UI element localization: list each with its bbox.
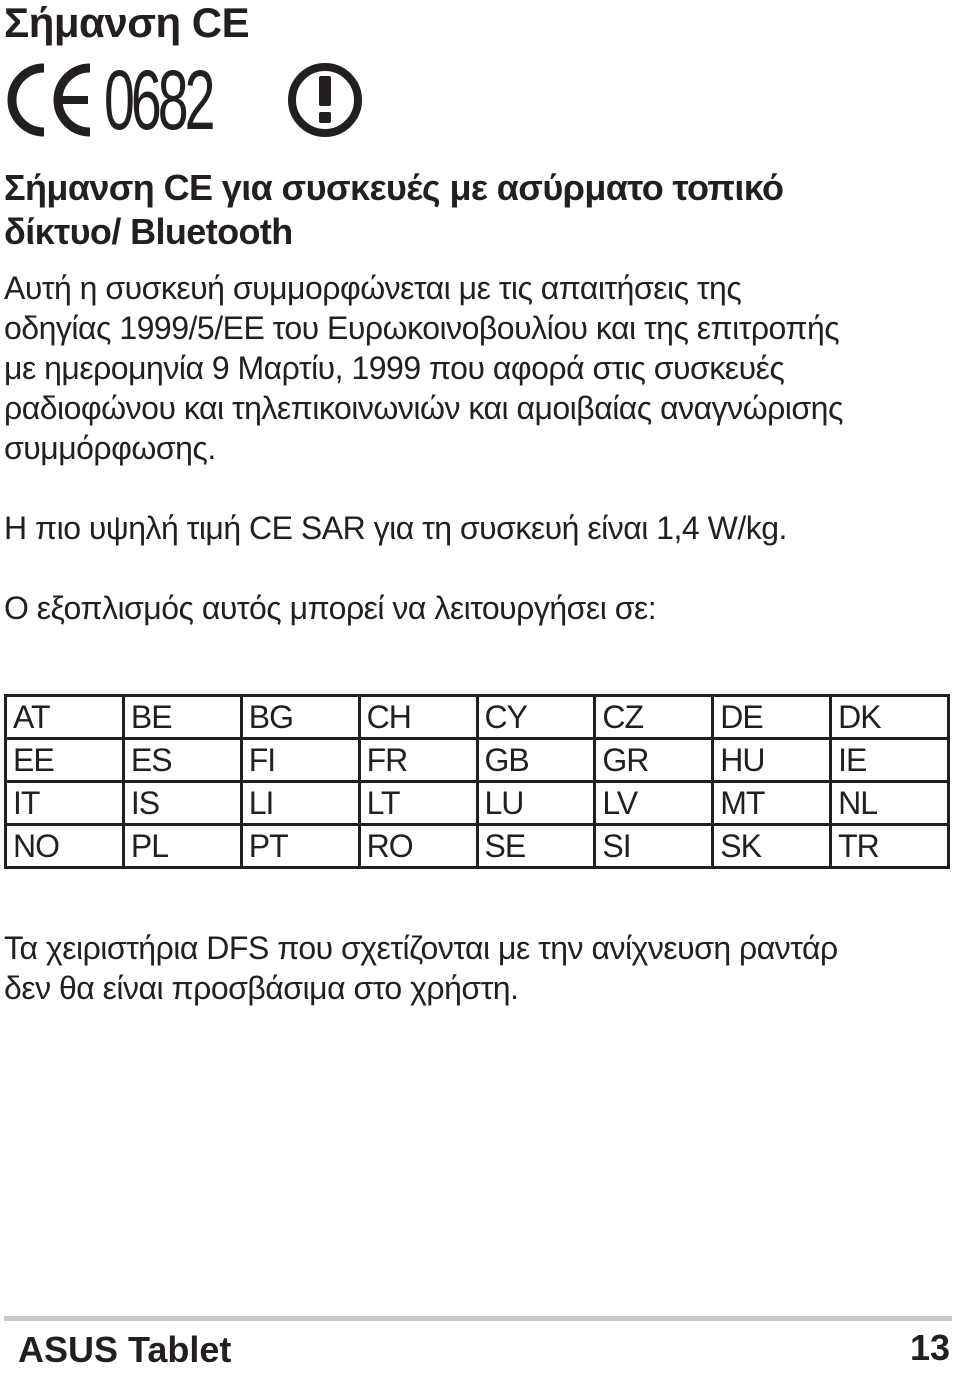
country-cell: LU [477,782,595,825]
ce-icon [4,62,96,138]
country-cell: PL [123,825,241,868]
paragraph-line: οδηγίας 1999/5/ΕΕ του Ευρωκοινοβουλίου και της επιτροπής [4,310,840,346]
country-cell: EE [6,739,124,782]
country-cell: HU [713,739,831,782]
country-cell: IE [831,739,949,782]
ce-mark-row [4,53,364,147]
country-cell: BG [241,696,359,739]
notified-body-number: 0682 [104,53,212,147]
page-title: Σήμανση CE [4,0,250,46]
country-cell: IT [6,782,124,825]
operation-statement: Ο εξοπλισμός αυτός μπορεί να λειτουργήσει σε: [4,590,657,626]
alert-circle-icon [286,62,364,138]
country-cell: BE [123,696,241,739]
footer-title: ASUS Tablet [18,1329,232,1370]
country-cell: GB [477,739,595,782]
footer-divider [4,1316,952,1321]
paragraph-line: ραδιοφώνου και τηλεπικοινωνιών και αμοιβαίας αναγνώρισης [4,390,843,426]
country-cell: RO [359,825,477,868]
country-cell: SK [713,825,831,868]
paragraph-line: συμμόρφωσης. [4,430,216,466]
dfs-statement [4,928,838,1008]
table-row [6,782,949,825]
sar-statement: Η πιο υψηλή τιμή CE SAR για τη συσκευή είναι 1,4 W/kg. [4,510,787,546]
section-subheading [4,166,904,254]
country-cell: TR [831,825,949,868]
paragraph-line: με ημερομηνία 9 Μαρτίυ, 1999 που αφορά στις συσκευές [4,350,785,386]
country-cell: SI [595,825,713,868]
table-row [6,696,949,739]
country-cell: ES [123,739,241,782]
country-table [4,694,950,869]
country-cell: NO [6,825,124,868]
country-cell: CY [477,696,595,739]
country-cell: LI [241,782,359,825]
country-cell: LT [359,782,477,825]
country-cell: NL [831,782,949,825]
country-cell: DK [831,696,949,739]
table-row [6,825,949,868]
subheading-line: Σήμανση CE για συσκευές με ασύρματο τοπικό [4,167,784,208]
country-cell: MT [713,782,831,825]
country-cell: LV [595,782,713,825]
country-cell: AT [6,696,124,739]
country-cell: CZ [595,696,713,739]
country-cell: SE [477,825,595,868]
paragraph-line: Αυτή η συσκευή συμμορφώνεται με τις απαιτήσεις της [4,270,742,306]
country-cell: IS [123,782,241,825]
country-cell: PT [241,825,359,868]
country-cell: FR [359,739,477,782]
page-number: 13 [909,1327,950,1368]
dfs-line: δεν θα είναι προσβάσιμα στο χρήστη. [4,970,519,1006]
country-cell: FI [241,739,359,782]
dfs-line: Τα χειριστήρια DFS που σχετίζονται με την ανίχνευση ραντάρ [4,930,838,966]
subheading-line: δίκτυο/ Bluetooth [4,211,293,252]
compliance-paragraph [4,268,843,468]
country-cell: CH [359,696,477,739]
table-row [6,739,949,782]
country-cell: GR [595,739,713,782]
country-cell: DE [713,696,831,739]
